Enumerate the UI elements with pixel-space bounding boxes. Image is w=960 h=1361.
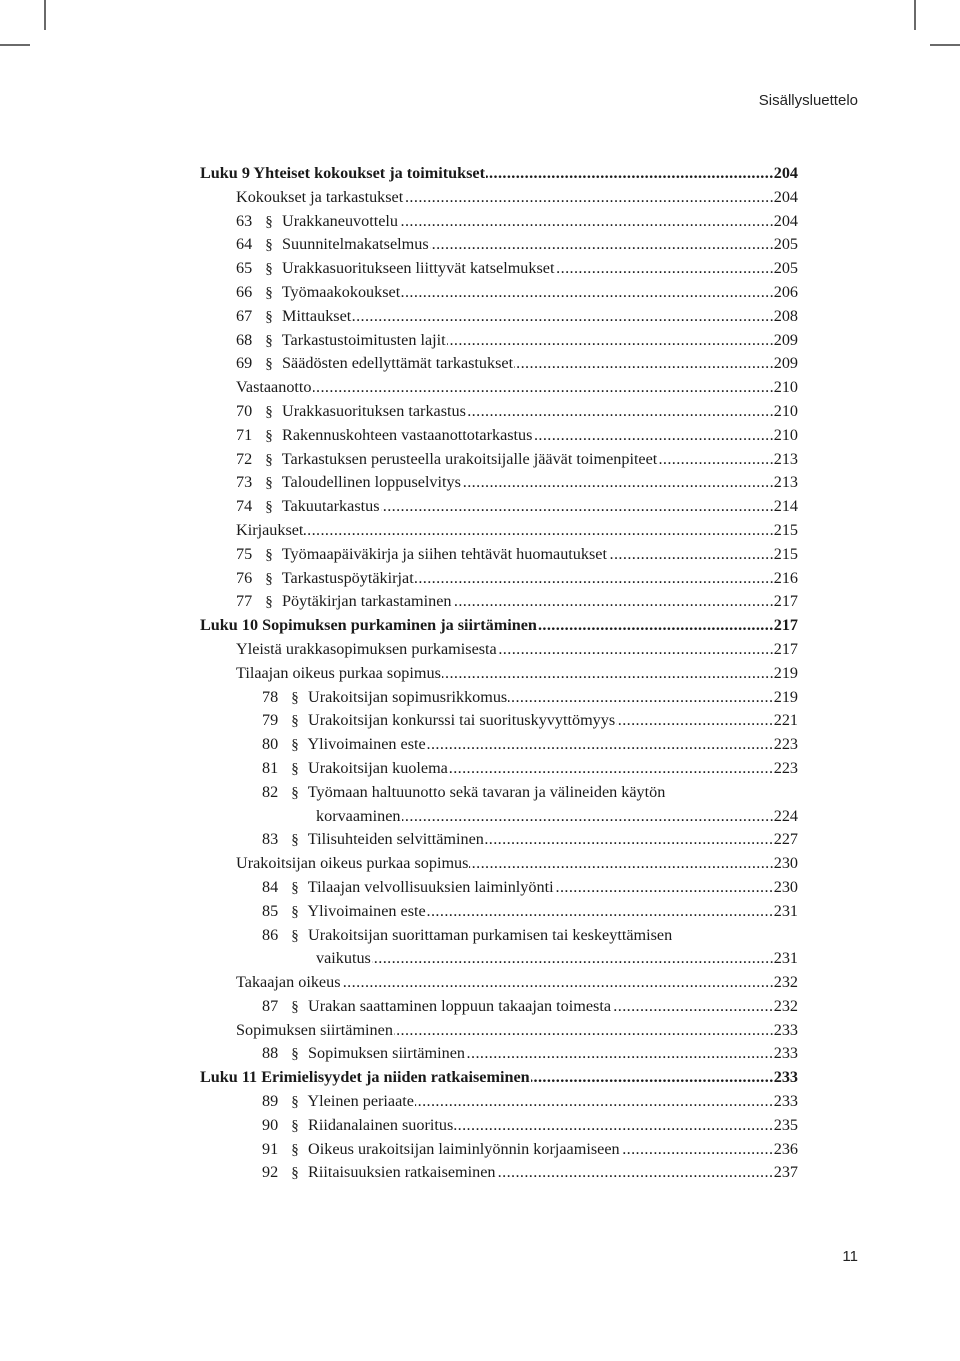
toc-entry: [236, 543, 798, 567]
toc-entry: [262, 1090, 798, 1114]
toc-entry-text: Luku 11 Erimielisyydet ja niiden ratkaiseminen: [200, 1068, 530, 1087]
toc-page-number: 204: [773, 186, 798, 210]
toc-entry-title: [236, 973, 342, 991]
section-sign: §: [291, 1165, 299, 1182]
section-number: 70: [236, 401, 253, 420]
section-number: 68: [236, 330, 253, 349]
crop-mark: [930, 44, 960, 46]
section-number: 79: [262, 711, 279, 730]
toc-page-number: 215: [773, 543, 798, 567]
section-number: 67: [236, 306, 253, 325]
toc-entry-title: [316, 949, 372, 967]
toc-entry-text: Yleinen periaate: [307, 1092, 414, 1111]
section-sign: §: [265, 427, 273, 444]
toc-entry: [262, 995, 798, 1019]
crop-mark: [914, 0, 916, 30]
toc-entry-title: [236, 283, 401, 301]
toc-page-number: 221: [773, 709, 798, 733]
toc-entry: [236, 471, 798, 495]
section-sign: §: [265, 451, 273, 468]
toc-page-number: 233: [773, 1066, 798, 1090]
toc-entry-title: [236, 521, 304, 539]
toc-entry: [262, 876, 798, 900]
toc-page-number: 231: [773, 900, 798, 924]
section-sign: §: [291, 903, 299, 920]
toc-entry-title: [236, 426, 533, 444]
toc-entry: [236, 186, 798, 210]
toc-entry: [236, 662, 798, 686]
toc-page-number: 230: [773, 852, 798, 876]
toc-entry-title: [262, 878, 555, 896]
section-number: 73: [236, 473, 253, 492]
toc-entry-title: [262, 711, 616, 729]
toc-page-number: 233: [773, 1042, 798, 1066]
section-sign: §: [291, 1094, 299, 1111]
toc-entry-title: [262, 926, 673, 944]
toc-entry-text: Urakkaneuvottelu: [282, 211, 399, 230]
toc-entry-text: Urakoitsijan oikeus purkaa sopimus: [236, 854, 469, 873]
toc-entry-text: Tarkastuksen perusteella urakoitsijalle jäävät toimenpiteet: [281, 449, 658, 468]
toc-entry-title: [236, 354, 514, 372]
toc-entry: [236, 424, 798, 448]
section-number: 90: [262, 1115, 279, 1134]
section-sign: §: [265, 213, 273, 230]
dot-leader: [236, 519, 798, 543]
toc-entry-title: [236, 473, 462, 491]
toc-entry-text: Yleistä urakkasopimuksen purkamisesta: [236, 639, 497, 658]
toc-entry-title: [236, 497, 381, 515]
section-number: 77: [236, 592, 253, 611]
toc-entry: [262, 924, 798, 948]
toc-entry-text: Tarkastuspöytäkirjat: [281, 568, 414, 587]
toc-entry-title: [316, 807, 402, 825]
section-number: 81: [262, 758, 279, 777]
section-number: 71: [236, 425, 253, 444]
toc-entry-title: [262, 688, 508, 706]
toc-entry-text: Suunnitelmakatselmus: [282, 235, 429, 254]
toc-entry-text: Taloudellinen loppuselvitys: [281, 473, 461, 492]
toc-entry-text: Mittaukset: [282, 306, 352, 325]
section-sign: §: [291, 760, 299, 777]
crop-mark: [44, 0, 46, 30]
section-sign: §: [291, 832, 299, 849]
toc-entry-text: Riitaisuuksien ratkaiseminen: [308, 1163, 496, 1182]
section-number: 64: [236, 235, 253, 254]
section-number: 76: [236, 568, 253, 587]
toc-entry-text: Ylivoimainen este: [307, 735, 426, 754]
toc-entry-title: [262, 997, 612, 1015]
toc-entry-text: Tilaajan velvollisuuksien laiminlyönti: [307, 877, 554, 896]
toc-entry-text: Vastaanotto: [236, 378, 312, 397]
section-sign: §: [265, 237, 273, 254]
toc-page-number: 214: [773, 495, 798, 519]
toc-page-number: 213: [773, 471, 798, 495]
toc-page-number: 233: [773, 1019, 798, 1043]
toc-entry-text: vaikutus: [316, 949, 371, 968]
section-sign: §: [291, 737, 299, 754]
toc-entry-text: Kirjaukset: [236, 520, 304, 539]
section-sign: §: [291, 1117, 299, 1134]
toc-page-number: 208: [773, 305, 798, 329]
toc-entry-title: [262, 1044, 466, 1062]
section-number: 86: [262, 925, 279, 944]
toc-entry-title: [236, 592, 453, 610]
toc-entry: [236, 329, 798, 353]
toc-page-number: 237: [773, 1161, 798, 1185]
section-number: 92: [262, 1163, 279, 1182]
toc-page-number: 230: [773, 876, 798, 900]
toc-page-number: 209: [773, 329, 798, 353]
section-sign: §: [291, 879, 299, 896]
toc-entry: [262, 1042, 798, 1066]
toc-entry: [262, 709, 798, 733]
dot-leader: [316, 947, 798, 971]
toc-entry: [236, 1019, 798, 1043]
section-number: 89: [262, 1092, 279, 1111]
toc-page-number: 210: [773, 424, 798, 448]
toc-entry-text: Rakennuskohteen vastaanottotarkastus: [282, 425, 533, 444]
toc-entry-title: [262, 783, 666, 801]
toc-entry-text: Urakan saattaminen loppuun takaajan toimesta: [308, 996, 612, 1015]
toc-entry-title: [236, 378, 313, 396]
toc-entry-title: [262, 1116, 454, 1134]
toc-entry-title: [236, 664, 442, 682]
toc-entry: [236, 852, 798, 876]
toc-entry-text: Ylivoimainen este: [307, 901, 426, 920]
toc-entry: [262, 1114, 798, 1138]
section-sign: §: [265, 356, 273, 373]
toc-page-number: 204: [773, 162, 798, 186]
section-number: 87: [262, 996, 279, 1015]
section-sign: §: [291, 713, 299, 730]
section-number: 75: [236, 544, 253, 563]
toc-entry: [236, 400, 798, 424]
toc-entry-title: [236, 259, 555, 277]
toc-page-number: 210: [773, 376, 798, 400]
toc-page-number: 236: [773, 1138, 798, 1162]
toc-entry-text: Työmaan haltuunotto sekä tavaran ja välineiden käytön: [307, 782, 666, 801]
toc-entry-text: Työmaakokoukset: [281, 282, 401, 301]
toc-entry: [236, 519, 798, 543]
section-sign: §: [265, 546, 273, 563]
section-number: 63: [236, 211, 253, 230]
toc-page-number: 215: [773, 519, 798, 543]
section-sign: §: [265, 261, 273, 278]
toc-entry-text: Sopimuksen siirtäminen: [308, 1044, 465, 1063]
toc-entry-title: [200, 616, 538, 634]
section-sign: §: [265, 499, 273, 516]
toc-entry-title: [262, 1140, 621, 1158]
section-number: 85: [262, 901, 279, 920]
toc-entry-title: [236, 188, 404, 206]
page-number: 11: [842, 1248, 858, 1265]
toc-entry: [236, 352, 798, 376]
toc-entry-text: Oikeus urakoitsijan laiminlyönnin korjaamiseen: [308, 1139, 620, 1158]
toc-entry: [236, 567, 798, 591]
toc-entry: [236, 448, 798, 472]
toc-page-number: 219: [773, 686, 798, 710]
toc-entry: [236, 638, 798, 662]
toc-entry: [236, 210, 798, 234]
toc-entry-text: Urakoitsijan sopimusrikkomus: [308, 687, 508, 706]
toc-entry-title: [200, 1068, 531, 1086]
section-number: 84: [262, 877, 279, 896]
toc-entry-text: Takaajan oikeus: [236, 973, 341, 992]
table-of-contents: [200, 162, 798, 1185]
toc-chapter: [200, 614, 798, 638]
toc-entry-title: [236, 402, 467, 420]
toc-entry: [236, 305, 798, 329]
toc-entry-title: [236, 307, 352, 325]
section-number: 69: [236, 354, 253, 373]
toc-entry-title: [236, 235, 430, 253]
toc-page-number: 217: [773, 614, 798, 638]
toc-entry: [236, 971, 798, 995]
section-number: 74: [236, 497, 253, 516]
section-number: 65: [236, 259, 253, 278]
toc-entry-text: Kokoukset ja tarkastukset: [236, 187, 404, 206]
toc-entry: [262, 1161, 798, 1185]
toc-chapter: [200, 1066, 798, 1090]
section-sign: §: [265, 570, 273, 587]
toc-page-number: 231: [773, 947, 798, 971]
toc-entry: [262, 733, 798, 757]
section-number: 82: [262, 782, 279, 801]
section-sign: §: [265, 475, 273, 492]
toc-page-number: 224: [773, 805, 798, 829]
toc-entry: [236, 376, 798, 400]
toc-entry: [262, 757, 798, 781]
toc-entry-title: [236, 331, 447, 349]
section-sign: §: [265, 284, 273, 301]
toc-page-number: 232: [773, 971, 798, 995]
section-sign: §: [291, 689, 299, 706]
toc-page-number: 216: [773, 567, 798, 591]
toc-entry-title: [200, 164, 486, 182]
toc-entry-text: Sopimuksen siirtäminen: [236, 1020, 393, 1039]
toc-entry-text: Tarkastustoimitusten lajit: [281, 330, 446, 349]
toc-entry: [236, 233, 798, 257]
toc-entry-title: [262, 735, 427, 753]
section-sign: §: [291, 1046, 299, 1063]
toc-entry-text: Luku 10 Sopimuksen purkaminen ja siirtäminen: [200, 616, 537, 635]
toc-entry-text: Säädösten edellyttämät tarkastukset: [282, 354, 514, 373]
toc-entry: [236, 590, 798, 614]
toc-page-number: 233: [773, 1090, 798, 1114]
toc-entry-title: [262, 759, 449, 777]
section-number: 88: [262, 1044, 279, 1063]
toc-entry-text: Luku 9 Yhteiset kokoukset ja toimitukset: [200, 164, 485, 182]
toc-entry-title: [262, 830, 485, 848]
section-number: 66: [236, 282, 253, 301]
toc-entry-text: Urakoitsijan suorittaman purkamisen tai keskeyttämisen: [308, 925, 673, 944]
crop-mark: [0, 44, 30, 46]
toc-page-number: 217: [773, 638, 798, 662]
toc-page-number: 204: [773, 210, 798, 234]
toc-entry: [236, 495, 798, 519]
toc-page-number: 205: [773, 233, 798, 257]
toc-entry: [236, 281, 798, 305]
toc-entry-text: Pöytäkirjan tarkastaminen: [282, 592, 452, 611]
toc-entry: [316, 805, 798, 829]
toc-page-number: 205: [773, 257, 798, 281]
toc-page-number: 227: [773, 828, 798, 852]
toc-page-number: 235: [773, 1114, 798, 1138]
section-number: 78: [262, 687, 279, 706]
toc-entry-title: [236, 1021, 394, 1039]
toc-page-number: 213: [773, 448, 798, 472]
section-number: 80: [262, 735, 279, 754]
toc-page-number: 232: [773, 995, 798, 1019]
running-header: Sisällysluettelo: [758, 92, 858, 109]
toc-page-number: 223: [773, 733, 798, 757]
toc-entry-title: [262, 1092, 415, 1110]
toc-entry: [262, 828, 798, 852]
section-sign: §: [265, 594, 273, 611]
toc-page-number: 206: [773, 281, 798, 305]
section-sign: §: [291, 998, 299, 1015]
dot-leader: [236, 376, 798, 400]
toc-entry-text: Urakoitsijan kuolema: [308, 758, 448, 777]
toc-page-number: 219: [773, 662, 798, 686]
toc-page-number: 217: [773, 590, 798, 614]
toc-entry-text: Tilisuhteiden selvittäminen: [307, 830, 484, 849]
section-number: 91: [262, 1139, 279, 1158]
section-sign: §: [291, 927, 299, 944]
toc-entry-text: Urakoitsijan konkurssi tai suorituskyvyttömyys: [308, 711, 616, 730]
toc-entry-title: [236, 569, 415, 587]
toc-page-number: 210: [773, 400, 798, 424]
toc-entry: [262, 781, 798, 805]
toc-entry-text: Urakkasuorituksen tarkastus: [282, 401, 466, 420]
section-number: 72: [236, 449, 253, 468]
toc-entry-text: korvaaminen: [316, 806, 401, 825]
toc-entry-title: [262, 902, 427, 920]
section-number: 83: [262, 830, 279, 849]
toc-entry-text: Urakkasuoritukseen liittyvät katselmukset: [282, 259, 555, 278]
toc-entry: [262, 686, 798, 710]
toc-entry-title: [236, 450, 658, 468]
section-sign: §: [265, 403, 273, 420]
toc-entry: [236, 257, 798, 281]
toc-entry-title: [262, 1163, 497, 1181]
toc-entry: [262, 900, 798, 924]
toc-entry-text: Riidanalainen suoritus: [308, 1115, 454, 1134]
toc-entry: [316, 947, 798, 971]
toc-page-number: 223: [773, 757, 798, 781]
toc-entry-text: Takuutarkastus: [281, 497, 380, 516]
section-sign: §: [291, 1141, 299, 1158]
toc-chapter: [200, 162, 798, 186]
toc-entry-text: Työmaapäiväkirja ja siihen tehtävät huomautukset: [281, 544, 607, 563]
toc-entry-title: [236, 212, 399, 230]
toc-page-number: 209: [773, 352, 798, 376]
section-sign: §: [265, 332, 273, 349]
section-sign: §: [265, 308, 273, 325]
toc-entry-text: Tilaajan oikeus purkaa sopimus: [236, 663, 441, 682]
toc-entry-title: [236, 640, 498, 658]
toc-entry-title: [236, 545, 608, 563]
toc-entry: [262, 1138, 798, 1162]
section-sign: §: [291, 784, 299, 801]
toc-entry-title: [236, 854, 469, 872]
